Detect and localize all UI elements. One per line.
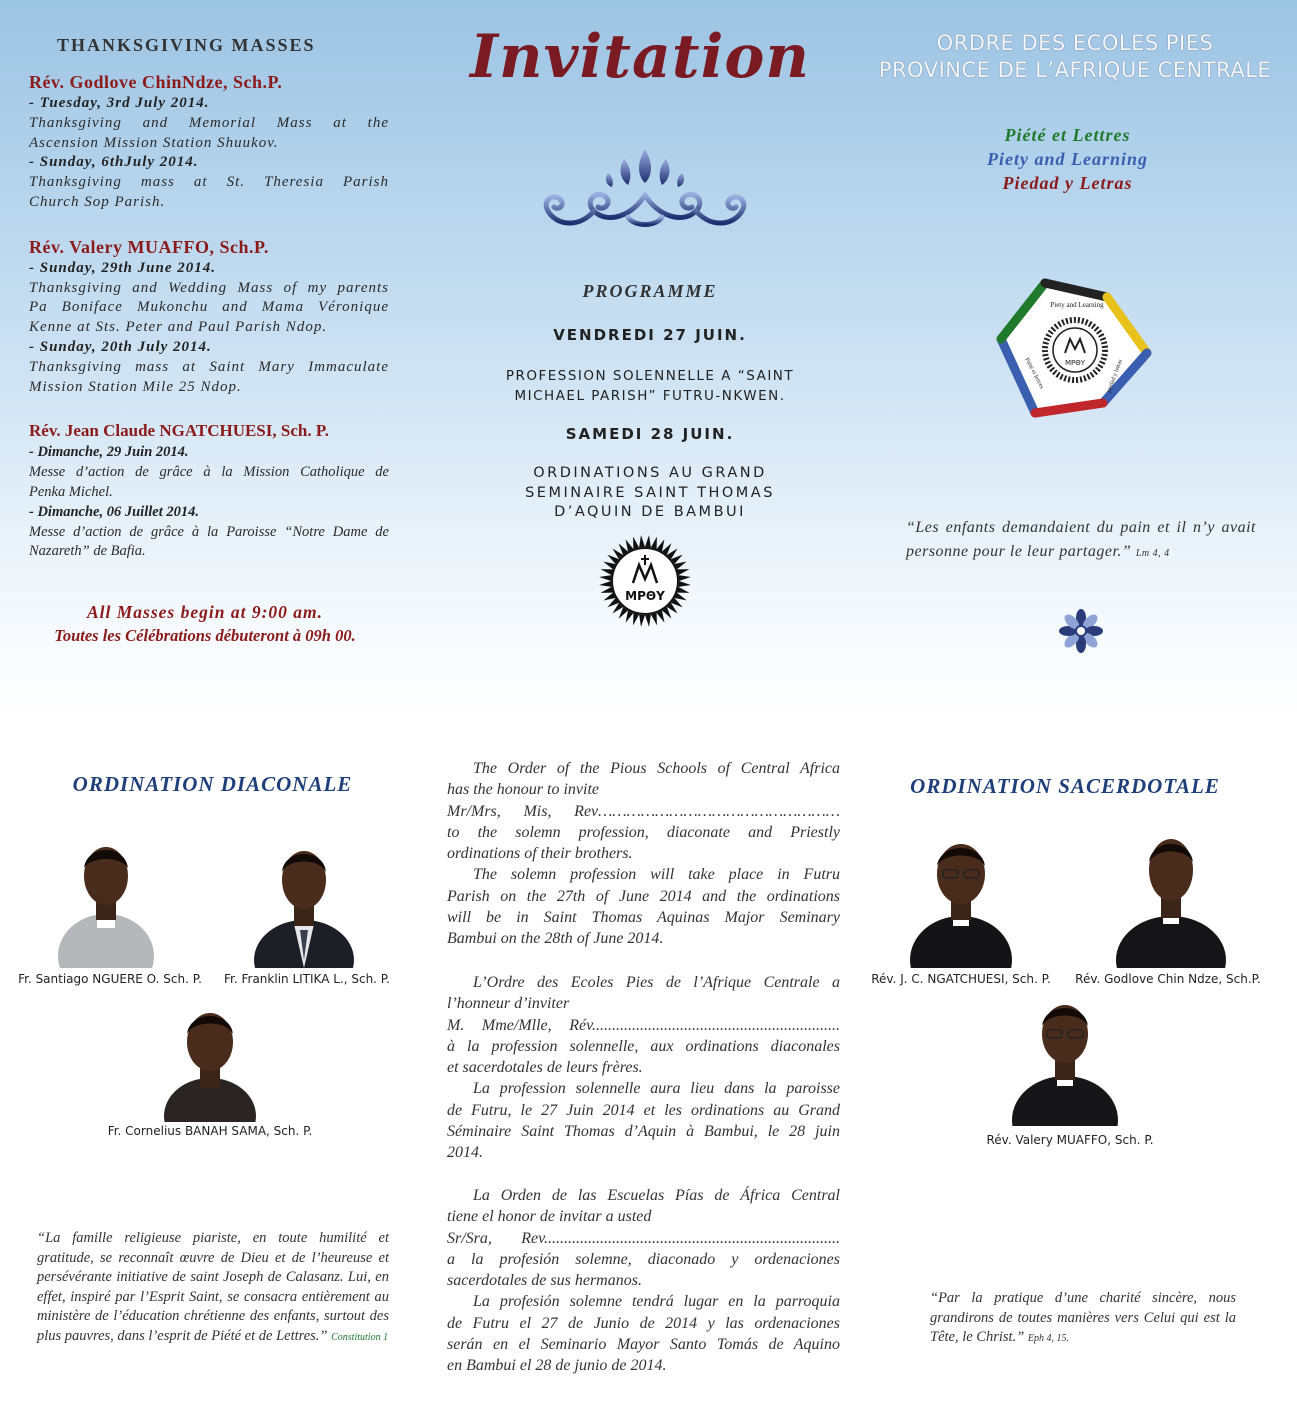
caption-ngatchuesi: Rév. J. C. NGATCHUESI, Sch. P. [871, 972, 1051, 986]
invitation-line: de Futru el 27 de Junio de 2014 y las ordenaciones [447, 1314, 840, 1332]
lamentations-quote [906, 516, 1256, 566]
constitution-quote-ref: Constitution 1 [331, 1331, 389, 1343]
event1-line2: MICHAEL PARISH” FUTRU-NKWEN. [514, 387, 786, 404]
motto-en: Piety and Learning [987, 149, 1148, 169]
mass-description: Kenne at Sts. Peter and Paul Parish Ndop. [29, 319, 328, 336]
mass-description: Church Sop Parish. [29, 193, 166, 210]
mass-description: Thanksgiving and Wedding Mass of my parents [29, 279, 389, 296]
constitution-quote [37, 1229, 389, 1348]
programme-event1 [470, 367, 830, 406]
order-name [860, 30, 1290, 84]
invitation-line: sacerdotales de sus hermanos. [447, 1272, 642, 1290]
invitation-line: ordinations of their brothers. [447, 845, 633, 863]
mass-date: - Sunday, 29th June 2014. [29, 259, 216, 276]
mass-description: Thanksgiving mass at Saint Mary Immaculate [29, 358, 389, 375]
ornament-icon [538, 145, 752, 240]
invitation-line: has the honour to invite [447, 781, 599, 799]
invitation-line: M. Mme/Mlle, Rév.............................................................. [447, 1016, 840, 1034]
invitation-line: tiene el honor de invitar a usted [447, 1208, 652, 1226]
masses-time-en: All Masses begin at 9:00 am. [86, 602, 324, 622]
thanksgiving-title: THANKSGIVING MASSES [57, 35, 316, 55]
programme-day1: VENDREDI 27 JUIN. [553, 326, 747, 344]
mass-description: Ascension Mission Station Shuukov. [29, 134, 279, 151]
logo-left-text: Piété et lettres [1023, 357, 1045, 390]
mass-date: - Dimanche, 29 Juin 2014. [29, 444, 189, 461]
event2-line2: SEMINAIRE SAINT THOMAS [525, 484, 775, 501]
mass-description: Mission Station Mile 25 Ndop. [29, 378, 242, 395]
mass-entry [29, 235, 389, 398]
portrait-godlove [1116, 832, 1226, 968]
programme-event2 [470, 464, 830, 523]
invitation-line: Parish on the 27th of June 2014 and the ordinations [447, 887, 840, 905]
logo-top-text: Piety and Learning [1050, 301, 1104, 309]
mass-description: Pa Boniface Mukonchu and Mama Véronique [29, 299, 389, 316]
mass-celebrant-name: Rév. Valery MUAFFO, Sch.P. [29, 236, 269, 257]
caption-godlove: Rév. Godlove Chin Ndze, Sch.P. [1075, 972, 1261, 986]
invitation-line: The solemn profession will take place in Futru [473, 866, 840, 884]
thanksgiving-entries [29, 70, 389, 584]
logo-right-text: piedad y letras [1106, 358, 1124, 394]
mass-description: Messe d’action de grâce à la Mission Catholique de [29, 464, 389, 481]
invitation-line: et sacerdotales de leurs frères. [447, 1059, 643, 1077]
flower-ornament-icon [1058, 608, 1104, 654]
ephesians-quote [930, 1289, 1236, 1349]
order-line2: PROVINCE DE L’AFRIQUE CENTRALE [878, 58, 1272, 82]
invitation-line: The Order of the Pious Schools of Central Africa [473, 760, 840, 777]
seal-text: MPΘY [625, 589, 665, 603]
ephesians-quote-text: “Par la pratique d’une charité sincère, nous grandirons de toutes manières vers Celui qui est la Tête, le Christ.” [930, 1290, 1236, 1346]
motto-fr: Piété et Lettres [1004, 125, 1131, 145]
event2-line3: D’AQUIN DE BAMBUI [554, 504, 746, 520]
invitation-line: a la profesión solemne, diaconado y ordenaciones [447, 1250, 840, 1268]
invitation-text-french [447, 972, 840, 1164]
invitation-line: La profesión solemne tendrá lugar en la parroquia [473, 1293, 840, 1311]
mass-entry [29, 70, 389, 213]
mass-celebrant-name: Rév. Jean Claude NGATCHUESI, Sch. P. [29, 421, 329, 441]
invitation-line: à la profession solennelle, aux ordinations diaconales [447, 1037, 840, 1055]
mass-description: Thanksgiving mass at St. Theresia Parish [29, 174, 389, 191]
lamentations-quote-ref: Lm 4, 4 [1135, 548, 1170, 559]
invitation-line: 2014. [447, 1144, 483, 1162]
mpoy-seal-icon [597, 533, 693, 629]
masses-time-fr: Toutes les Célébrations débuteront à 09h 00. [54, 626, 356, 645]
logo-seal-text: MPΘY [1064, 359, 1086, 367]
portrait-franklin [254, 842, 354, 968]
invitation-line: l’honneur d’inviter [447, 995, 570, 1013]
invitation-line: to the solemn profession, diaconate and Priestly [447, 823, 840, 841]
invitation-heading: Invitation [469, 22, 811, 92]
invitation-line: en Bambui el 28 de junio de 2014. [447, 1357, 667, 1375]
constitution-quote-text: “La famille religieuse piariste, en toute humilité et gratitude, se reconnaît œuvre de Dieu et de l’heureuse et persévérante initiative de saint Joseph de Calasanz. Lui, en effet, inspiré par l’Esprit Saint, se consacra entièrement au ministère de l’éducation chrétienne des enfants, surtout des plus pauvres, dans l’esprit de Piété et de Lettres.” [37, 1230, 389, 1344]
invitation-line: Mr/Mrs, Mis, Rev…………………………………………… [447, 802, 840, 820]
mass-description: Nazareth” de Bafia. [29, 543, 146, 560]
caption-cornelius: Fr. Cornelius BANAH SAMA, Sch. P. [107, 1124, 313, 1138]
diaconal-title: ORDINATION DIACONALE [72, 772, 353, 796]
invitation-line: Bambui on the 28th of June 2014. [447, 930, 664, 948]
invitation-text-english [447, 758, 840, 950]
portrait-ngatchuesi [910, 836, 1012, 968]
order-line1: ORDRE DES ECOLES PIES [936, 31, 1214, 55]
programme-day2: SAMEDI 28 JUIN. [565, 425, 735, 443]
invitation-line: La profession solennelle aura lieu dans la paroisse [473, 1080, 840, 1098]
piarist-star-logo-icon [995, 275, 1155, 420]
lamentations-quote-text: “Les enfants demandaient du pain et il n’y avait personne pour le leur partager.” [906, 519, 1256, 560]
mass-celebrant-name: Rév. Godlove ChinNdze, Sch.P. [29, 72, 283, 92]
portrait-valery [1012, 998, 1118, 1126]
mass-date: - Dimanche, 06 Juillet 2014. [29, 503, 199, 520]
motto [900, 123, 1235, 195]
mass-description: Messe d’action de grâce à la Paroisse “Notre Dame de [29, 523, 389, 540]
caption-santiago: Fr. Santiago NGUERE O. Sch. P. [18, 972, 202, 986]
mass-date: - Sunday, 20th July 2014. [29, 338, 212, 355]
invitation-line: L’Ordre des Ecoles Pies de l’Afrique Centrale a [473, 974, 840, 991]
invitation-line: Sr/Sra, Rev.......................................................................... [447, 1229, 840, 1247]
mass-date: - Tuesday, 3rd July 2014. [29, 95, 210, 111]
masses-footer [0, 601, 410, 647]
ephesians-quote-ref: Eph 4, 15. [1027, 1333, 1069, 1345]
invitation-text-spanish [447, 1185, 840, 1377]
sacerdotal-title: ORDINATION SACERDOTALE [910, 774, 1220, 798]
portrait-santiago [57, 838, 155, 968]
invitation-line: La Orden de las Escuelas Pías de África Central [473, 1187, 840, 1204]
mass-date: - Sunday, 6thJuly 2014. [29, 154, 199, 171]
invitation-line: de Futru, le 27 Juin 2014 et les ordinations au Grand [447, 1101, 840, 1119]
invitation-line: serán en el Seminario Mayor Santo Tomás de Aquino [447, 1336, 840, 1354]
invitation-line: Séminaire Saint Thomas d’Aquin à Bambui, le 28 juin [447, 1123, 840, 1141]
event1-line1: PROFESSION SOLENNELLE A “SAINT [505, 368, 795, 384]
caption-valery: Rév. Valery MUAFFO, Sch. P. [986, 1133, 1154, 1147]
caption-franklin: Fr. Franklin LITIKA L., Sch. P. [224, 972, 390, 986]
mass-description: Penka Michel. [29, 483, 113, 500]
programme-title: PROGRAMME [582, 281, 718, 301]
event2-line1: ORDINATIONS AU GRAND [533, 465, 767, 481]
mass-description: Thanksgiving and Memorial Mass at the [29, 114, 389, 131]
invitation-line: will be in Saint Thomas Aquinas Major Seminary [447, 909, 840, 927]
motto-es: Piedad y Letras [1002, 173, 1133, 193]
portrait-cornelius [164, 1006, 256, 1122]
mass-entry [29, 419, 389, 562]
